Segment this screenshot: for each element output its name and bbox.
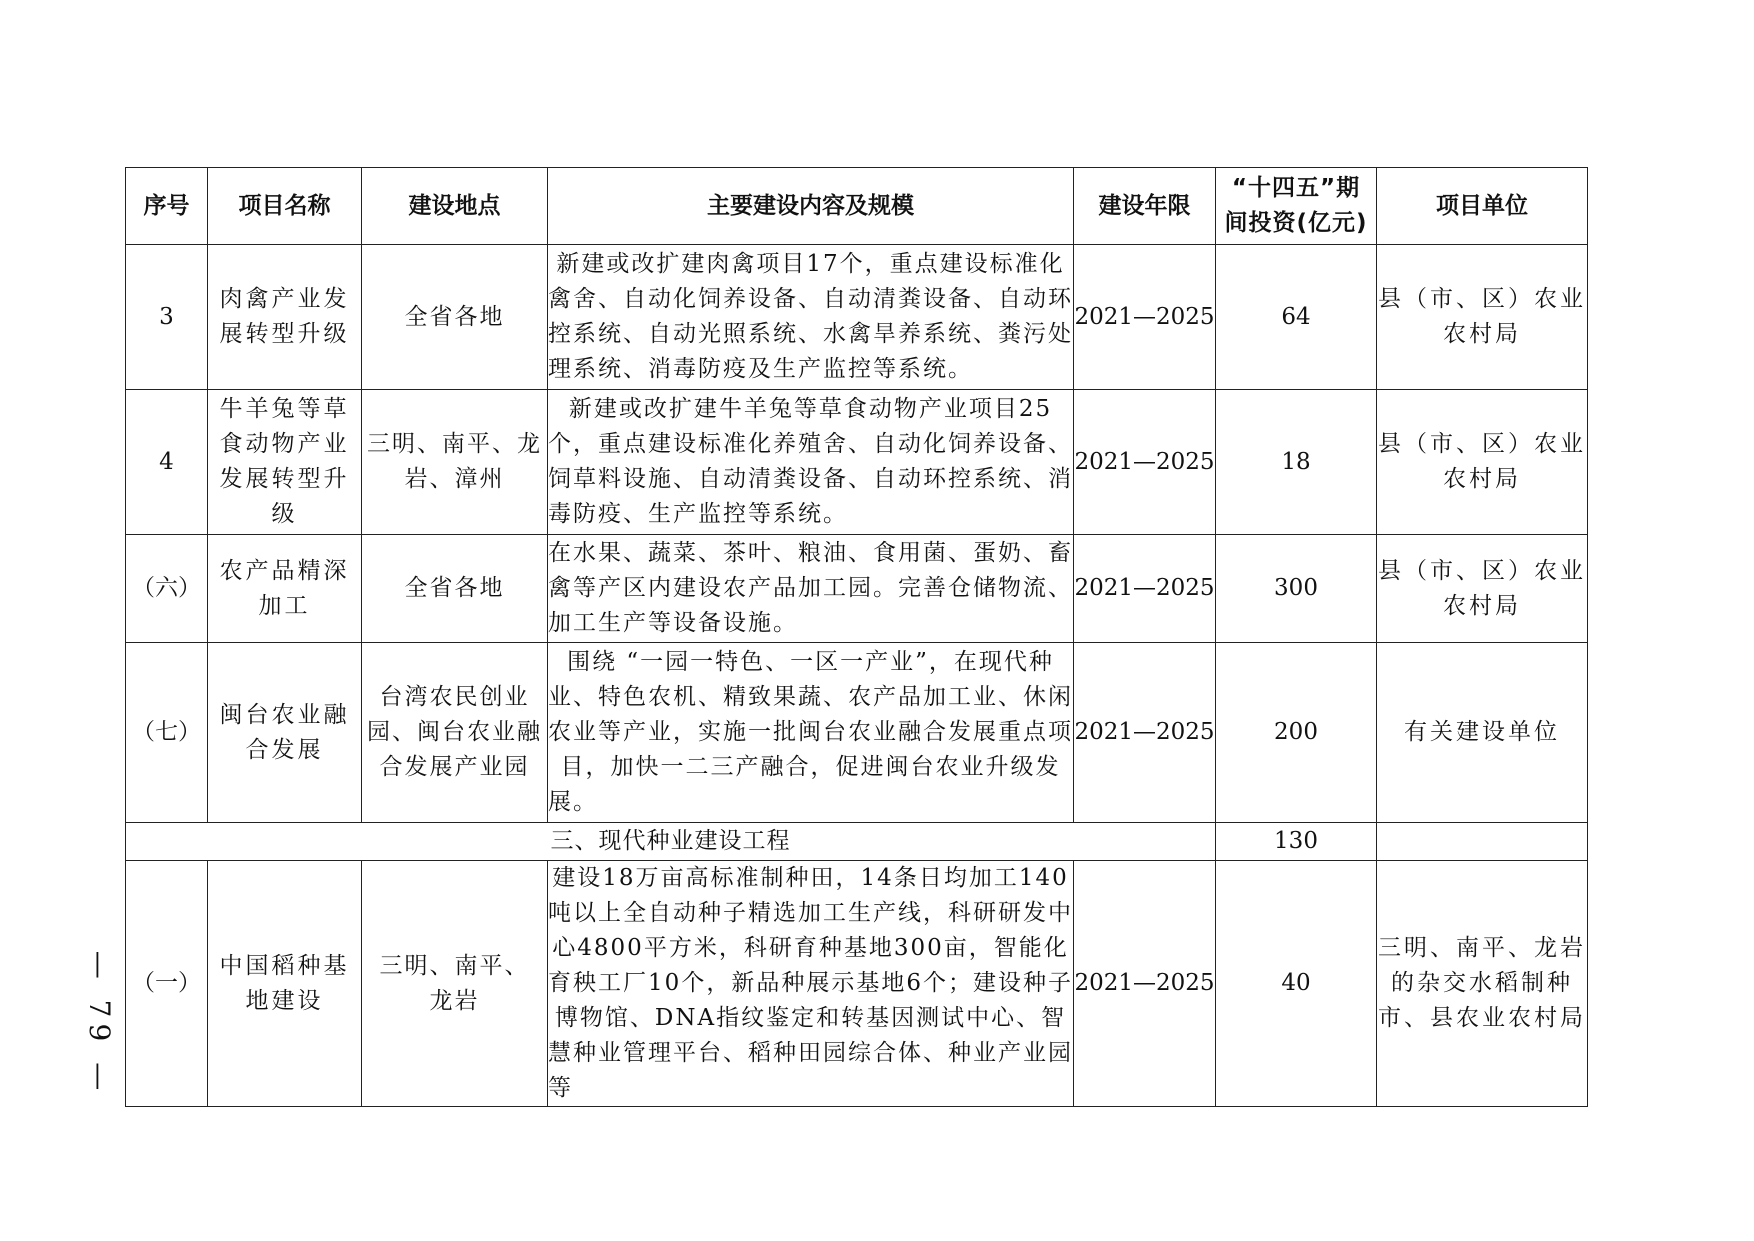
header-investment (1216, 168, 1377, 245)
section-investment: 130 (1216, 823, 1377, 861)
header-content: 主要建设内容及规模 (548, 168, 1074, 245)
section-title: 三、现代种业建设工程 (126, 823, 1216, 861)
project-table (125, 167, 1588, 1107)
cell-content: 新建或改扩建肉禽项目17个，重点建设标准化禽舍、自动化饲养设备、自动清粪设备、自动环控系统、自动光照系统、水禽旱养系统、粪污处理系统、消毒防疫及生产监控等系统。 (548, 245, 1074, 390)
header-years: 建设年限 (1074, 168, 1216, 245)
table-row (126, 643, 1588, 823)
header-seq: 序号 (126, 168, 208, 245)
page-number-text: — 79 — (83, 950, 117, 1096)
cell-seq: 4 (126, 390, 208, 535)
table-row (126, 390, 1588, 535)
cell-location: 台湾农民创业园、闽台农业融合发展产业园 (362, 643, 548, 823)
cell-years: 2021—2025 (1074, 643, 1216, 823)
cell-investment: 64 (1216, 245, 1377, 390)
cell-name: 中国稻种基地建设 (208, 861, 362, 1107)
cell-name: 肉禽产业发展转型升级 (208, 245, 362, 390)
header-name: 项目名称 (208, 168, 362, 245)
header-row (126, 168, 1588, 245)
cell-investment: 300 (1216, 535, 1377, 643)
cell-location: 三明、南平、龙岩 (362, 861, 548, 1107)
cell-unit: 县（市、区）农业农村局 (1377, 390, 1588, 535)
cell-years: 2021—2025 (1074, 245, 1216, 390)
cell-content: 围绕 “一园一特色、一区一产业”，在现代种业、特色农机、精致果蔬、农产品加工业、休闲农业等产业，实施一批闽台农业融合发展重点项目，加快一二三产融合，促进闽台农业升级发展。 (548, 643, 1074, 823)
cell-years: 2021—2025 (1074, 861, 1216, 1107)
cell-unit: 三明、南平、龙岩的杂交水稻制种市、县农业农村局 (1377, 861, 1588, 1107)
cell-unit: 有关建设单位 (1377, 643, 1588, 823)
cell-name: 牛羊兔等草食动物产业发展转型升级 (208, 390, 362, 535)
cell-investment: 40 (1216, 861, 1377, 1107)
section-unit-empty (1377, 823, 1588, 861)
cell-unit: 县（市、区）农业农村局 (1377, 535, 1588, 643)
cell-location: 全省各地 (362, 535, 548, 643)
cell-seq: （一） (126, 861, 208, 1107)
table-row (126, 535, 1588, 643)
table-row (126, 245, 1588, 390)
header-investment-line2: 间投资(亿元) (1224, 210, 1368, 236)
cell-name: 农产品精深加工 (208, 535, 362, 643)
cell-years: 2021—2025 (1074, 535, 1216, 643)
cell-investment: 18 (1216, 390, 1377, 535)
cell-seq: 3 (126, 245, 208, 390)
header-unit: 项目单位 (1377, 168, 1588, 245)
cell-years: 2021—2025 (1074, 390, 1216, 535)
cell-content: 建设18万亩高标准制种田，14条日均加工140吨以上全自动种子精选加工生产线，科研研发中心4800平方米，科研育种基地300亩，智能化育秧工厂10个，新品种展示基地6个；建设种子博物馆、DNA指纹鉴定和转基因测试中心、智慧种业管理平台、稻种田园综合体、种业产业园等 (548, 861, 1074, 1107)
table-row (126, 861, 1588, 1107)
section-row (126, 823, 1588, 861)
cell-seq: （七） (126, 643, 208, 823)
page-number (80, 950, 120, 1096)
cell-location: 全省各地 (362, 245, 548, 390)
cell-content: 在水果、蔬菜、茶叶、粮油、食用菌、蛋奶、畜禽等产区内建设农产品加工园。完善仓储物流、加工生产等设备设施。 (548, 535, 1074, 643)
header-investment-line1: “十四五”期 (1231, 175, 1361, 201)
cell-location: 三明、南平、龙岩、漳州 (362, 390, 548, 535)
header-location: 建设地点 (362, 168, 548, 245)
cell-investment: 200 (1216, 643, 1377, 823)
cell-content: 新建或改扩建牛羊兔等草食动物产业项目25个，重点建设标准化养殖舍、自动化饲养设备、饲草料设施、自动清粪设备、自动环控系统、消毒防疫、生产监控等系统。 (548, 390, 1074, 535)
cell-seq: （六） (126, 535, 208, 643)
cell-name: 闽台农业融合发展 (208, 643, 362, 823)
cell-unit: 县（市、区）农业农村局 (1377, 245, 1588, 390)
